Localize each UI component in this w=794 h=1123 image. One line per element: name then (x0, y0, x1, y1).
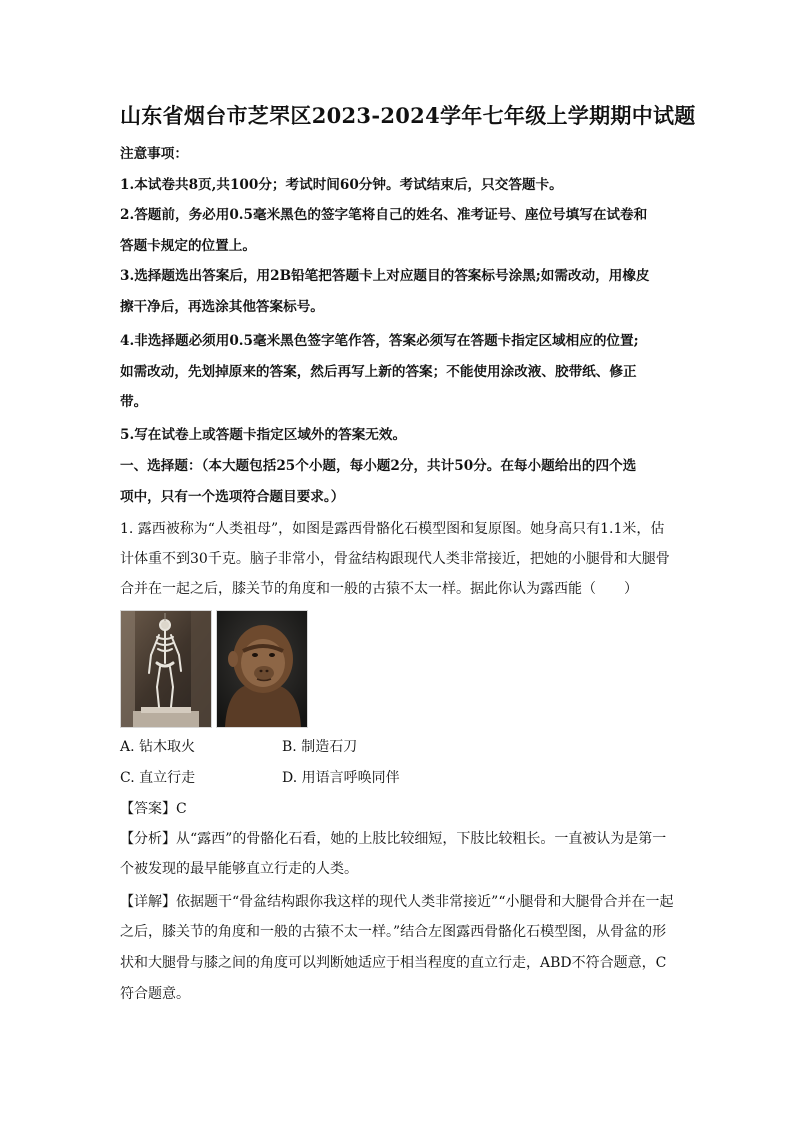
option-d: D. 用语言呼唤同伴 (282, 770, 400, 786)
section-heading-line-2: 项中，只有一个选项符合题目要求。） (120, 489, 345, 505)
notice-line-1: 1.本试卷共8页,共100分；考试时间60分钟。考试结束后，只交答题卡。 (120, 177, 563, 193)
question-stem-line-2: 计体重不到30千克。脑子非常小，骨盆结构跟现代人类非常接近，把她的小腿骨和大腿骨 (120, 551, 670, 567)
notice-line-7: 如需改动，先划掉原来的答案，然后再写上新的答案；不能使用涂改液、胶带纸、修正 (120, 364, 637, 380)
notice-line-5: 擦干净后，再选涂其他答案标号。 (120, 299, 324, 315)
notice-line-6: 4.非选择题必须用0.5毫米黑色签字笔作答，答案必须写在答题卡指定区域相应的位置; (120, 333, 639, 349)
notice-line-9: 5.写在试卷上或答题卡指定区域外的答案无效。 (120, 427, 407, 443)
option-b: B. 制造石刀 (282, 739, 358, 755)
notice-line-2: 2.答题前，务必用0.5毫米黑色的签字笔将自己的姓名、准考证号、座位号填写在试卷和 (120, 207, 648, 223)
notice-heading: 注意事项： (120, 146, 188, 162)
analysis-line-2: 个被发现的最早能够直立行走的人类。 (120, 861, 358, 877)
option-a: A. 钻木取火 (120, 739, 196, 755)
skeleton-fossil-photo (120, 610, 212, 728)
exam-title: 山东省烟台市芝罘区2023-2024学年七年级上学期期中试题 (120, 103, 696, 128)
question-stem-line-1: 1. 露西被称为“人类祖母”，如图是露西骨骼化石模型图和复原图。她身高只有1.1米，估 (120, 521, 665, 537)
detail-line-4: 符合题意。 (120, 986, 190, 1002)
notice-line-4: 3.选择题选出答案后，用2B铅笔把答题卡上对应题目的答案标号涂黑;如需改动，用橡皮 (120, 268, 650, 284)
section-heading-line-1: 一、选择题：（本大题包括25个小题，每小题2分，共计50分。在每小题给出的四个选 (120, 458, 637, 474)
answer-line: 【答案】C (120, 801, 187, 817)
detail-line-3: 状和大腿骨与膝之间的角度可以判断她适应于相当程度的直立行走，ABD不符合题意，C (120, 955, 667, 971)
question-stem-line-3: 合并在一起之后，膝关节的角度和一般的古猿不太一样。据此你认为露西能（ ） (120, 581, 638, 597)
lucy-reconstruction-photo (216, 610, 308, 728)
option-c: C. 直立行走 (120, 770, 196, 786)
notice-line-3: 答题卡规定的位置上。 (120, 238, 256, 254)
detail-line-1: 【详解】依据题干“骨盆结构跟你我这样的现代人类非常接近”“小腿骨和大腿骨合并在一起 (120, 894, 674, 910)
detail-line-2: 之后，膝关节的角度和一般的古猿不太一样。”结合左图露西骨骼化石模型图，从骨盆的形 (120, 924, 667, 940)
notice-line-8: 带。 (120, 394, 148, 410)
analysis-line-1: 【分析】从“露西”的骨骼化石看，她的上肢比较细短，下肢比较粗长。一直被认为是第一 (120, 831, 667, 847)
